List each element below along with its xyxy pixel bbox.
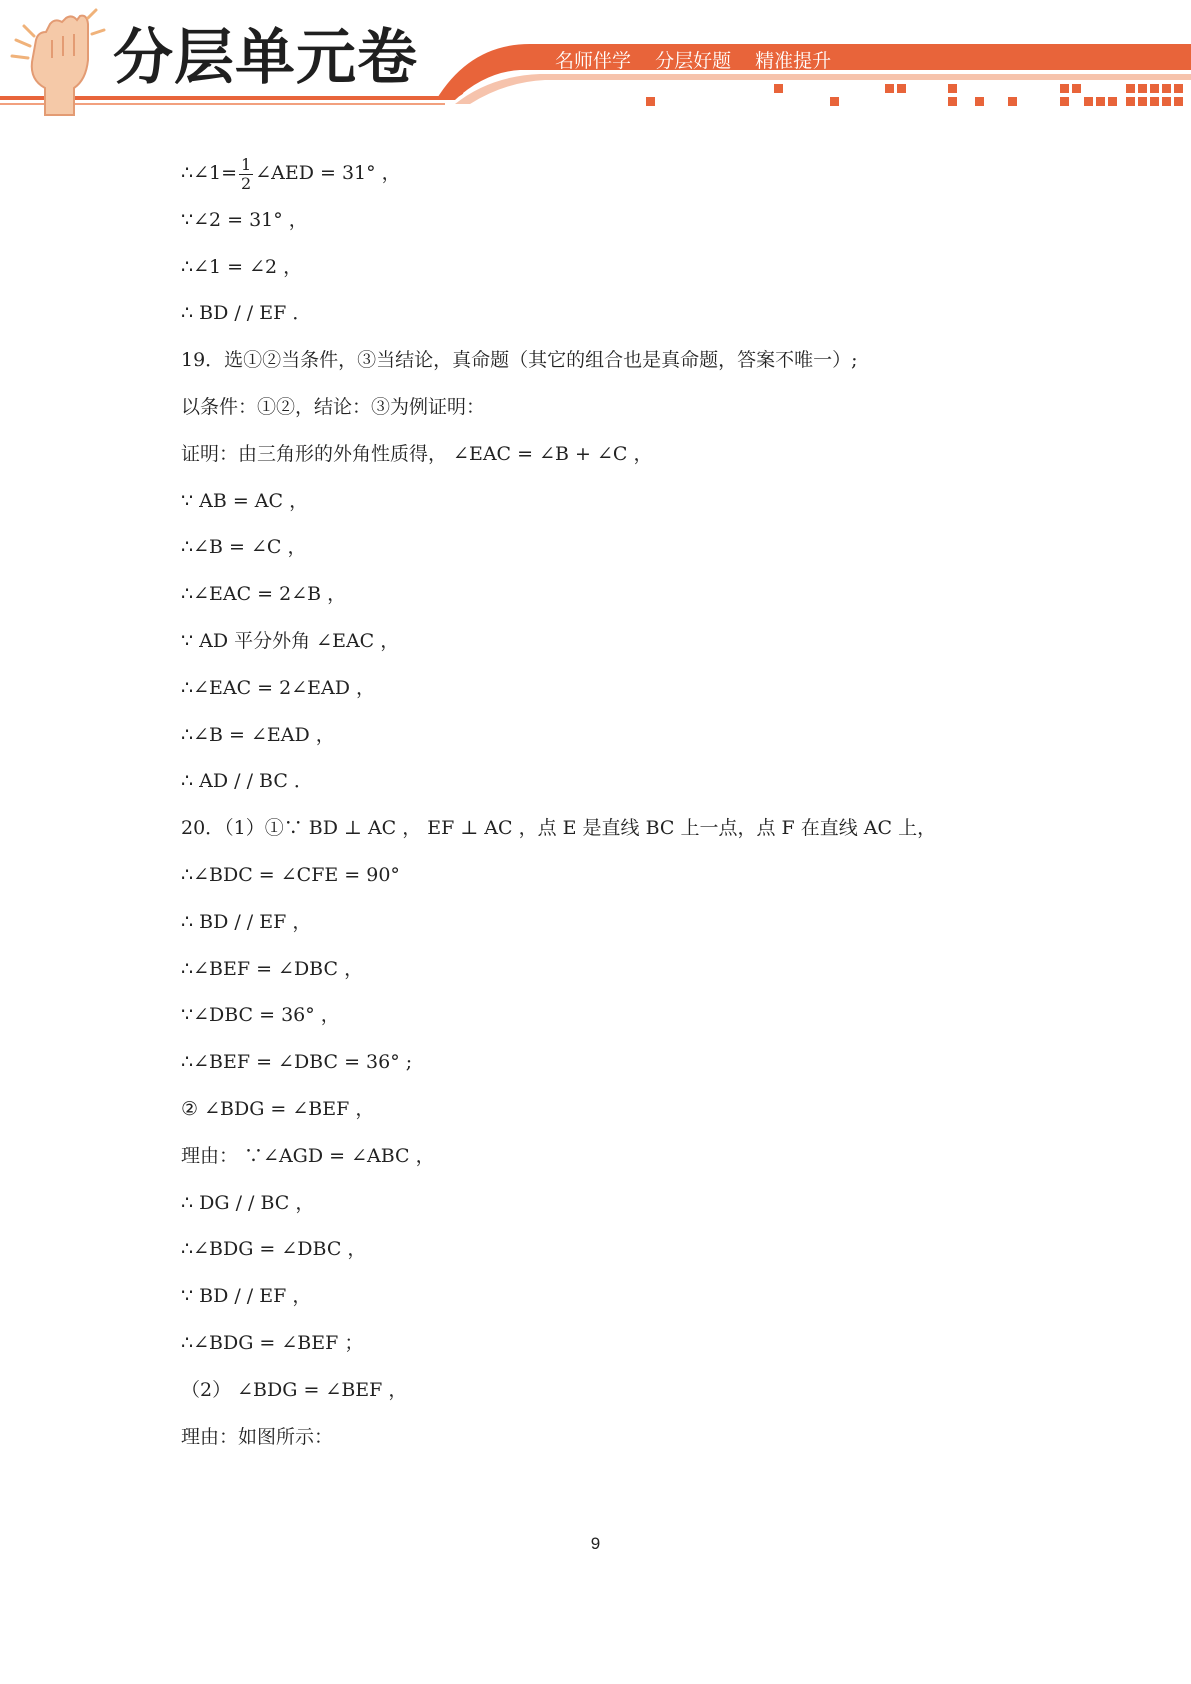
solution-line: 理由：如图所示： (181, 1425, 334, 1448)
decorative-squares (646, 84, 1183, 106)
solution-line: ∴ AD / / BC ． (181, 770, 313, 793)
solution-line: ∴∠B = ∠EAD ， (181, 723, 335, 746)
solution-line: ∴∠BEF = ∠DBC = 36° ; (181, 1051, 413, 1074)
solution-line: 理由： ∵∠AGD = ∠ABC ， (181, 1144, 435, 1167)
solution-line: ∴∠EAC = 2∠B ， (181, 583, 347, 606)
solution-line: ∴∠B = ∠C ， (181, 536, 307, 559)
solution-line: 证明：由三角形的外角性质得， ∠EAC = ∠B + ∠C ， (181, 442, 653, 465)
solution-line: ∴∠BEF = ∠DBC ， (181, 957, 364, 980)
question-20-heading: 20．（1）①∵ BD ⊥ AC ， EF ⊥ AC ，点 E 是直线 BC 上一点，点 F 在直线 AC 上， (181, 817, 937, 840)
solution-line: ∴ BD / / EF ． (181, 302, 312, 325)
brand-title: 分层单元卷 (113, 23, 418, 93)
solution-line: ∵∠2 = 31° ， (181, 208, 308, 231)
solution-line: ② ∠BDG = ∠BEF ， (181, 1097, 375, 1120)
solution-line: ∴∠BDG = ∠BEF ； (181, 1331, 364, 1354)
solution-line: （2） ∠BDG = ∠BEF ， (181, 1378, 408, 1401)
slogan-3: 精准提升 (755, 50, 832, 72)
solution-line: ∴∠1 = ∠2 ， (181, 255, 303, 278)
solution-line: ∵ AB = AC ， (181, 489, 309, 512)
line-prefix: ∴∠1= (181, 162, 238, 184)
solution-line: ∴∠BDC = ∠CFE = 90° (181, 863, 400, 886)
solution-line: ∴∠EAC = 2∠EAD ， (181, 676, 376, 699)
fraction-half (239, 156, 253, 193)
solution-line: 以条件：①②，结论：③为例证明： (181, 395, 486, 418)
solution-line-fraction (181, 150, 1081, 197)
solution-line: ∵ BD / / EF ， (181, 1285, 312, 1308)
solution-content (181, 150, 1081, 1460)
header-slogan (555, 46, 849, 73)
page-header (0, 0, 1191, 130)
slogan-1: 名师伴学 (555, 50, 632, 72)
solution-line: ∵∠DBC = 36° ， (181, 1004, 340, 1027)
fraction-numerator: 1 (241, 154, 252, 174)
solution-line: ∴ DG / / BC ， (181, 1191, 315, 1214)
slogan-2: 分层好题 (655, 50, 732, 72)
question-19-heading: 19．选①②当条件，③当结论，真命题（其它的组合也是真命题，答案不唯一）; (181, 349, 858, 372)
fraction-denominator: 2 (241, 173, 252, 193)
page-number: 9 (590, 1534, 601, 1553)
line-suffix: ∠AED = 31° ， (255, 162, 401, 184)
solution-line: ∵ AD 平分外角 ∠EAC ， (181, 629, 400, 652)
solution-line: ∴∠BDG = ∠DBC ， (181, 1238, 367, 1261)
solution-line: ∴ BD / / EF ， (181, 910, 312, 933)
